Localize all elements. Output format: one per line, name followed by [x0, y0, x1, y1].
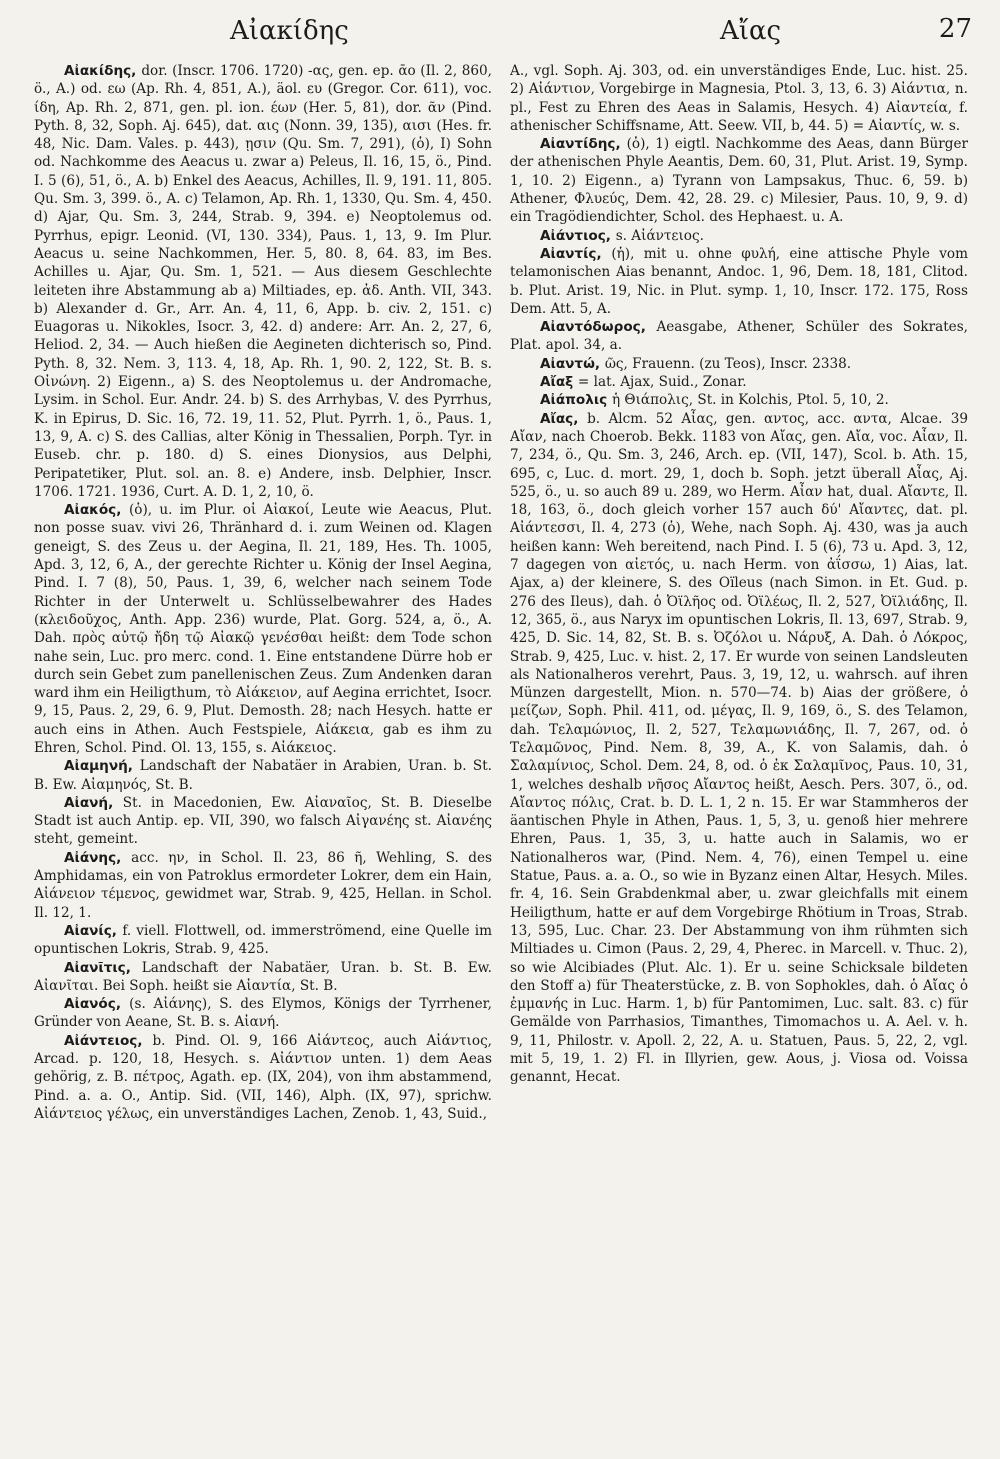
entry-body: (s. Αἰάνης), S. des Elymos, Königs der Tyrrhener, Gründer von Aeane, St. B. s. Αἰανή.	[34, 996, 492, 1031]
entry-body: St. in Macedonien, Ew. Αἰαναῖος, St. B. Dieselbe Stadt ist auch Antip. ep. VII, 390, wo falsch Αἰγανέης st. Αἰανέης steht, gemeint.	[34, 794, 492, 848]
dictionary-entry	[510, 62, 968, 135]
running-head-right: Αἴας	[720, 16, 782, 46]
entry-headword: Αἰανῖτις,	[64, 959, 142, 976]
entry-headword: Αἰάνης,	[64, 849, 132, 866]
left-column	[34, 62, 492, 1452]
entry-body: b. Alcm. 52 Αἶας, gen. αντος, acc. αντα, Alcae. 39 Αἴαν, nach Choerob. Bekk. 1183 von Αἴας, gen. Αἴα, voc. Αἶαν, Il. 7, 234, ö., Qu. Sm. 3, 246, Arch. ep. (VII, 147), Scol. b. Ath. 15, 695, c, Luc. d. mort. 29, 1, doch b. Soph. jetzt überall Αἶας, Aj. 525, ö., u. so auch 89 u. 289, wo Herm. Αἶαν hat, dual. Αἴαντε, Il. 18, 163, ö., doch gleich vorher 157 auch δύ' Αἴαντες, dat. pl. Αἰάντεσσι, Il. 4, 273 (ὁ), Wehe, nach Soph. Aj. 430, was ja auch heißen kann: Weh bereitend, nach Pind. I. 5 (6), 73 u. Apd. 3, 12, 7 dagegen von αἰετός, u. nach Herm. von ἀΐσσω, 1) Aias, lat. Ajax, a) der kleinere, S. des Oïleus (nach Simon. in Et. Gud. p. 276 des Ileus), dah. ὁ Ὀϊλῆος od. Ὀϊλέως, Il. 2, 527, Ὀϊλιάδης, Il. 12, 365, ö., aus Naryx im opuntischen Lokris, Il. 13, 697, Strab. 9, 425, D. Sic. 14, 82, St. B. s. Ὀζόλοι u. Νάρυξ, A. Dah. ὁ Λόκρος, Strab. 9, 425, Luc. v. hist. 2, 17. Er wurde von seinen Landsleuten als Nationalheros verehrt, Paus. 3, 19, 12, u. wahrsch. auf ihren Münzen dargestellt, Mion. n. 570—74. b) Aias der größere, ὁ μείζων, Soph. Phil. 411, od. μέγας, Il. 9, 169, ö., S. des Telamon, dah. Τελαμώνιος, Il. 2, 527, Τελαμωνιάδης, Il. 7, 267, od. ὁ Τελαμῶνος, Pind. Nem. 8, 39, A., K. von Salamis, dah. ὁ Σαλαμίνιος, Schol. Dem. 24, 8, od. ὁ ἐκ Σαλαμῖνος, Paus. 10, 31, 1, welches deshalb νῆσος Αἴαντος heißt, Aesch. Pers. 307, ö., od. Αἴαντος πόλις, Crat. b. D. L. 1, 2 n. 15. Er war Stammheros der äantischen Phyle in Athen, Paus. 1, 5, 3, u. genoß hier mehrere Ehren, Paus. 1, 35, 3, u. hatte auch in Salamis, wo er Nationalheros war, (Pind. Nem. 4, 76), einen Tempel u. eine Statue, Paus. a. a. O., so wie in Byzanz einen Altar, Hesych. Miles. fr. 4, 16. Sein Grabdenkmal aber, u. zwar gleichfalls mit einem Heiligthum, hatte er auf dem Vorgebirge Rhötium in Troas, Strab. 13, 595, Luc. Char. 23. Der Abstammung von ihm rühmten sich Miltiades u. Cimon (Paus. 2, 29, 4, Pherec. in Marcell. v. Thuc. 2), so wie Alcibiades (Plut. Alc. 1). Er u. seine Schicksale bildeten den Stoff a) für Theaterstücke, z. B. von Sophokles, dah. ὁ Αἴας ὁ ἐμμανής in Luc. Harm. 1, b) für Pantomimen, Luc. salt. 83. c) für Gemälde von Parrhasios, Timanthes, Timomachos u. A. Ael. v. h. 9, 11, Philostr. v. Apoll. 2, 22, A. u. Statuen, Paus. 5, 22, 2, vgl. mit 5, 19, 1. 2) Fl. in Illyrien, gew. Aous, j. Viosa od. Voissa genannt, Hecat.	[510, 410, 968, 1086]
entry-headword: Αἰαντίς,	[540, 245, 612, 262]
entry-body: Aeasgabe, Athener, Schüler des Sokrates, Plat. apol. 34, a.	[510, 319, 968, 354]
running-head-left: Αἰακίδης	[230, 16, 349, 46]
entry-body: A., vgl. Soph. Aj. 303, od. ein unverständiges Ende, Luc. hist. 25. 2) Αἰάντιον, Vorgebirge in Magnesia, Ptol. 3, 13, 6. 3) Αἰάντια, n. pl., Fest zu Ehren des Aeas in Salamis, Hesych. 4) Αἰαντεία, f. athenischer Schiffsname, Att. Seew. VII, b, 44. 5) = Αἰαντίς, w. s.	[510, 63, 968, 134]
dictionary-entry	[34, 62, 492, 501]
entry-body: (ὁ), 1) eigtl. Nachkomme des Aeas, dann Bürger der athenischen Phyle Aeantis, Dem. 60, 31, Plut. Arist. 19, Symp. 1, 10. 2) Eigenn., a) Tyrann von Lampsakus, Thuc. 6, 59. b) Athener, Φλυεύς, Dem. 42, 28. 29. c) Milesier, Paus. 10, 9, 9. d) ein Tragödiendichter, Schol. des Hephaest. u. A.	[510, 136, 968, 226]
entry-body: b. Pind. Ol. 9, 166 Αἰάντεος, auch Αἰάντιος, Arcad. p. 120, 18, Hesych. s. Αἰάντιον unten. 1) dem Aeas gehörig, z. B. πέτρος, Agath. ep. (IX, 204), von ihm abstammend, Pind. a. a. O., Antip. Sid. (VII, 146), Alph. (IX, 97), sprichw. Αἰάντειος γέλως, ein unverständiges Lachen, Zenob. 1, 43, Suid.,	[34, 1032, 492, 1122]
entry-headword: Αἴαξ	[540, 374, 578, 391]
entry-body: acc. ην, in Schol. Il. 23, 86 ῆ, Wehling, S. des Amphidamas, ein von Patroklus ermordeter Lokrer, dem ein Hain, Αἰάνειον τέμενος, gewidmet war, Strab. 9, 425, Hellan. in Schol. Il. 12, 1.	[34, 849, 492, 921]
entry-headword: Αἰάντειος,	[64, 1032, 153, 1049]
dictionary-entry	[510, 245, 968, 318]
entry-body: (ὁ), u. im Plur. οἱ Αἰακοί, Leute wie Aeacus, Plut. non posse suav. vivi 26, Thränhard d. i. zum Weinen od. Klagen geneigt, S. des Zeus u. der Aegina, Il. 21, 189, Hes. Th. 1005, Apd. 3, 12, 6, A., der gerechte Richter u. König der Insel Aegina, Pind. I. 7 (8), 50, Paus. 1, 39, 6, welcher nach seinem Tode Richter in der Unterwelt u. Schlüsselbewahrer des Hades (κλειδοῦχος, Anth. App. 236) wurde, Plat. Gorg. 524, a, ö., A. Dah. πρὸς αὐτῷ ἤδη τῷ Αἰακῷ γενέσθαι heißt: dem Tode schon nahe sein, Luc. pro merc. cond. 1. Eine entstandene Dürre hob er durch sein Gebet zum panellenischen Zeus. Zum Andenken daran ward ihm ein Heiligthum, τὸ Αἰάκειον, auf Aegina errichtet, Isocr. 9, 15, Paus. 2, 29, 6. 9, Plut. Demosth. 28; nach Hesych. hatte er auch eins in Athen. Auch Festspiele, Αἰάκεια, gab es ihm zu Ehren, Schol. Pind. Ol. 13, 155, s. Αἰάκειος.	[34, 502, 492, 756]
dictionary-entry	[510, 318, 968, 355]
dictionary-entry	[34, 922, 492, 959]
entry-body: Landschaft der Nabatäer in Arabien, Uran. b. St. B. Ew. Αἰαμηνός, St. B.	[34, 758, 492, 793]
right-column	[510, 62, 968, 1452]
entry-body: s. Αἰάντειος.	[615, 227, 704, 244]
running-head	[0, 14, 1000, 54]
entry-headword: Αἰάντιος,	[540, 227, 616, 244]
entry-headword: Αἰαντόδωρος,	[540, 319, 657, 336]
dictionary-entry	[34, 959, 492, 996]
dictionary-entry	[510, 135, 968, 226]
entry-body: ῶς, Frauenn. (zu Teos), Inscr. 2338.	[604, 355, 852, 372]
dictionary-entry	[34, 995, 492, 1032]
page-number: 27	[938, 14, 972, 44]
entry-body: = lat. Ajax, Suid., Zonar.	[577, 374, 747, 391]
entry-body: Landschaft der Nabatäer, Uran. b. St. B. Ew. Αἰανῖται. Bei Soph. heißt sie Αἰαντία, St. B.	[34, 959, 492, 994]
dictionary-entry	[34, 794, 492, 849]
entry-headword: Αἰαντίδης,	[540, 136, 627, 153]
entry-body: (ἡ), mit u. ohne φυλή, eine attische Phyle vom telamonischen Aias benannt, Andoc. 1, 96, Dem. 18, 181, Clitod. b. Plut. Arist. 19, Nic. in Plut. symp. 1, 10, Inscr. 172. 175, Ross Dem. Att. 5, A.	[510, 245, 968, 317]
entry-body: ἡ Θιάπολις, St. in Kolchis, Ptol. 5, 10, 2.	[611, 392, 889, 409]
entry-headword: Αἰαντώ,	[540, 355, 605, 372]
entry-headword: Αἰάπολις	[540, 392, 612, 409]
entry-body: f. viell. Flottwell, od. immerströmend, eine Quelle im opuntischen Lokris, Strab. 9, 425.	[34, 922, 492, 958]
dictionary-entry	[34, 757, 492, 794]
entry-headword: Αἴας,	[540, 410, 588, 427]
entry-headword: Αἰανή,	[64, 794, 123, 811]
dictionary-entry	[34, 501, 492, 757]
dictionary-entry	[510, 391, 968, 409]
dictionary-entry	[34, 1032, 492, 1123]
entry-headword: Αἰανίς,	[64, 922, 123, 939]
dictionary-entry	[34, 849, 492, 922]
entry-headword: Αἰακός,	[64, 502, 129, 519]
dictionary-entry	[510, 373, 968, 391]
dictionary-entry	[510, 227, 968, 245]
dictionary-entry	[510, 355, 968, 373]
dictionary-entry	[510, 410, 968, 1087]
entry-body: dor. (Inscr. 1706. 1720) -ας, gen. ep. ᾱο (Il. 2, 860, ö., A.) od. εω (Ap. Rh. 4, 851, A.), äol. ευ (Gregor. Cor. 611), voc. ίδη, Ap. Rh. 2, 871, gen. pl. ion. έων (Her. 5, 81), dor. ᾶν (Pind. Pyth. 8, 32, Soph. Aj. 645), dat. αις (Nonn. 39, 135), αισι (Hes. fr. 48, Nic. Dam. Vales. p. 443), ῃσιν (Qu. Sm. 7, 291), (ὁ), I) Sohn od. Nachkomme des Aeacus u. zwar a) Peleus, Il. 16, 15, ö., Pind. I. 5 (6), 51, ö., A. b) Enkel des Aeacus, Achilles, Il. 9, 191. 11, 805. Qu. Sm. 3, 399. ö., A. c) Telamon, Ap. Rh. 1, 1330, Qu. Sm. 4, 450. d) Ajar, Qu. Sm. 3, 244, Strab. 9, 394. e) Neoptolemus od. Pyrrhus, epigr. Leonid. (VI, 130. 334), Paus. 1, 13, 9. Im Plur. Aeacus u. seine Nachkommen, Her. 5, 80. 8, 64. 83, im Bes. Achilles u. Ajar, Qu. Sm. 1, 521. — Aus diesem Geschlechte leiteten ihre Abstammung ab a) Miltiades, ep. ἀδ. Anth. VII, 343. b) Alexander d. Gr., Arr. An. 4, 11, 6, App. b. civ. 2, 151. c) Euagoras u. Nikokles, Isocr. 3, 42. d) andere: Arr. An. 2, 27, 6, Heliod. 2, 34. — Auch hießen die Aegineten dichterisch so, Pind. Pyth. 8, 32. Nem. 3, 113. 4, 18, Ap. Rh. 1, 90. 2, 122, St. B. s. Οἰνώνη. 2) Eigenn., a) S. des Neoptolemus u. der Andromache, Lysim. in Schol. Eur. Andr. 24. b) S. des Arrhybas, V. des Pyrrhus, K. in Epirus, D. Sic. 16, 72. 19, 11. 52, Plut. Pyrrh. 1, ö., Paus. 1, 13, 9, A. c) S. des Callias, alter König in Thessalien, Porph. Tyr. in Euseb. chr. p. 180. d) S. eines Dionysios, aus Delphi, Peripatetiker, Plut. sol. an. 8. e) Andere, insb. Delphier, Inscr. 1706. 1721. 1936, Curt. A. D. 1, 2, 10, ö.	[34, 63, 492, 500]
entry-headword: Αἰανός,	[64, 996, 130, 1013]
entry-headword: Αἰαμηνή,	[64, 758, 140, 775]
entry-headword: Αἰακίδης,	[64, 63, 142, 79]
